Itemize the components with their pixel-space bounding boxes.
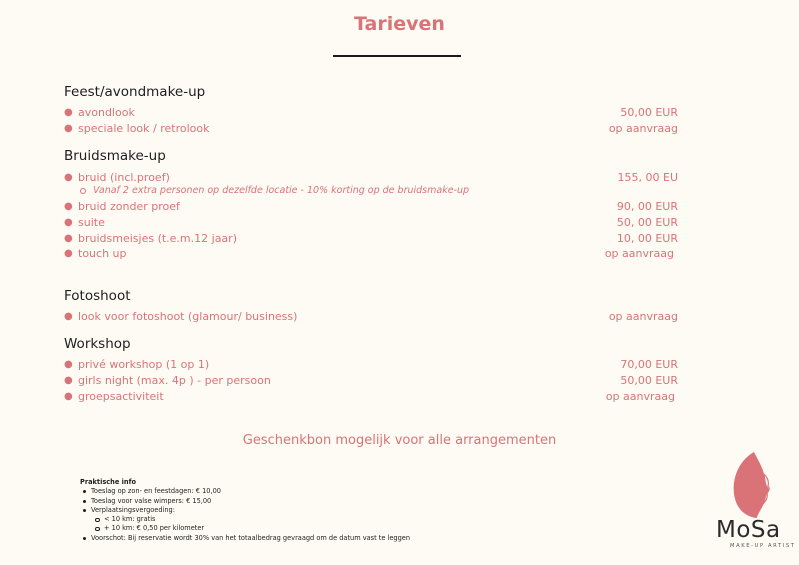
sub-bullet-icon — [80, 188, 86, 194]
bullet-icon: ● — [64, 172, 73, 183]
price-row — [64, 357, 678, 373]
price-row — [64, 309, 678, 325]
price-row — [64, 121, 678, 137]
price-row — [64, 215, 678, 231]
item-price: op aanvraag — [608, 310, 678, 323]
bullet-icon: ● — [64, 311, 73, 322]
item-label: look voor fotoshoot (glamour/ business) — [78, 310, 298, 323]
item-label: speciale look / retrolook — [78, 122, 210, 135]
item-label: suite — [78, 216, 105, 229]
item-price: op aanvraag — [604, 247, 674, 260]
item-price: 50,00 EUR — [620, 374, 678, 387]
price-row — [64, 389, 678, 405]
practical-info-heading: Praktische info — [80, 478, 136, 486]
logo-name: MoSa — [716, 517, 781, 543]
bullet-icon: ● — [64, 248, 73, 259]
item-label: groepsactiviteit — [78, 390, 164, 403]
item-price: 90, 00 EUR — [616, 200, 678, 213]
item-label: touch up — [78, 247, 127, 260]
bullet-icon: ● — [64, 123, 73, 134]
bullet-icon: ● — [64, 375, 73, 386]
bullet-icon: ● — [64, 391, 73, 402]
practical-info — [80, 478, 410, 543]
info-line: Voorschot: Bij reservatie wordt 30% van het totaalbedrag gevraagd om de datum vast te leggen — [80, 534, 410, 543]
bullet-icon: ● — [64, 359, 73, 370]
section-title-feest: Feest/avondmake-up — [64, 84, 206, 100]
item-price: 155, 00 EU — [617, 171, 678, 184]
price-row — [64, 246, 678, 262]
bullet-icon: ● — [64, 107, 73, 118]
item-price: 70,00 EUR — [620, 358, 678, 371]
item-label: bruidsmeisjes (t.e.m.12 jaar) — [78, 232, 237, 245]
price-row — [64, 373, 678, 389]
item-price: op aanvraag — [608, 122, 678, 135]
item-label: privé workshop (1 op 1) — [78, 358, 210, 371]
item-label: bruid (incl.proef) — [78, 171, 170, 184]
info-line: Toeslag op zon- en feestdagen: € 10,00 — [80, 487, 410, 496]
section-title-workshop: Workshop — [64, 336, 131, 352]
price-row — [64, 199, 678, 215]
price-row — [64, 105, 678, 121]
logo-tagline: MAKE-UP ARTIST — [730, 543, 796, 549]
item-label: avondlook — [78, 106, 135, 119]
item-price: 10, 00 EUR — [616, 232, 678, 245]
info-line: Toeslag voor valse wimpers: € 15,00 — [80, 497, 410, 506]
item-label: bruid zonder proef — [78, 200, 180, 213]
info-line: Verplaatsingsvergoeding: — [80, 506, 410, 515]
info-subline: < 10 km: gratis — [80, 515, 410, 524]
page-title: Tarieven — [354, 13, 445, 35]
section-title-fotoshoot: Fotoshoot — [64, 288, 131, 304]
section-title-bruid: Bruidsmake-up — [64, 148, 166, 164]
gift-voucher-note: Geschenkbon mogelijk voor alle arrangementen — [242, 433, 557, 448]
item-price: 50,00 EUR — [620, 106, 678, 119]
title-divider — [333, 55, 461, 57]
bullet-icon: ● — [64, 217, 73, 228]
price-row — [64, 231, 678, 247]
item-price: 50, 00 EUR — [616, 216, 678, 229]
bullet-icon: ● — [64, 201, 73, 212]
info-subline: + 10 km: € 0,50 per kilometer — [80, 524, 410, 533]
item-price: op aanvraag — [605, 390, 675, 403]
discount-note-text: Vanaf 2 extra personen op dezelfde locatie - 10% korting op de bruidsmake-up — [93, 185, 470, 196]
bullet-icon: ● — [64, 233, 73, 244]
discount-note — [80, 184, 469, 198]
item-label: girls night (max. 4p ) - per persoon — [78, 374, 271, 387]
